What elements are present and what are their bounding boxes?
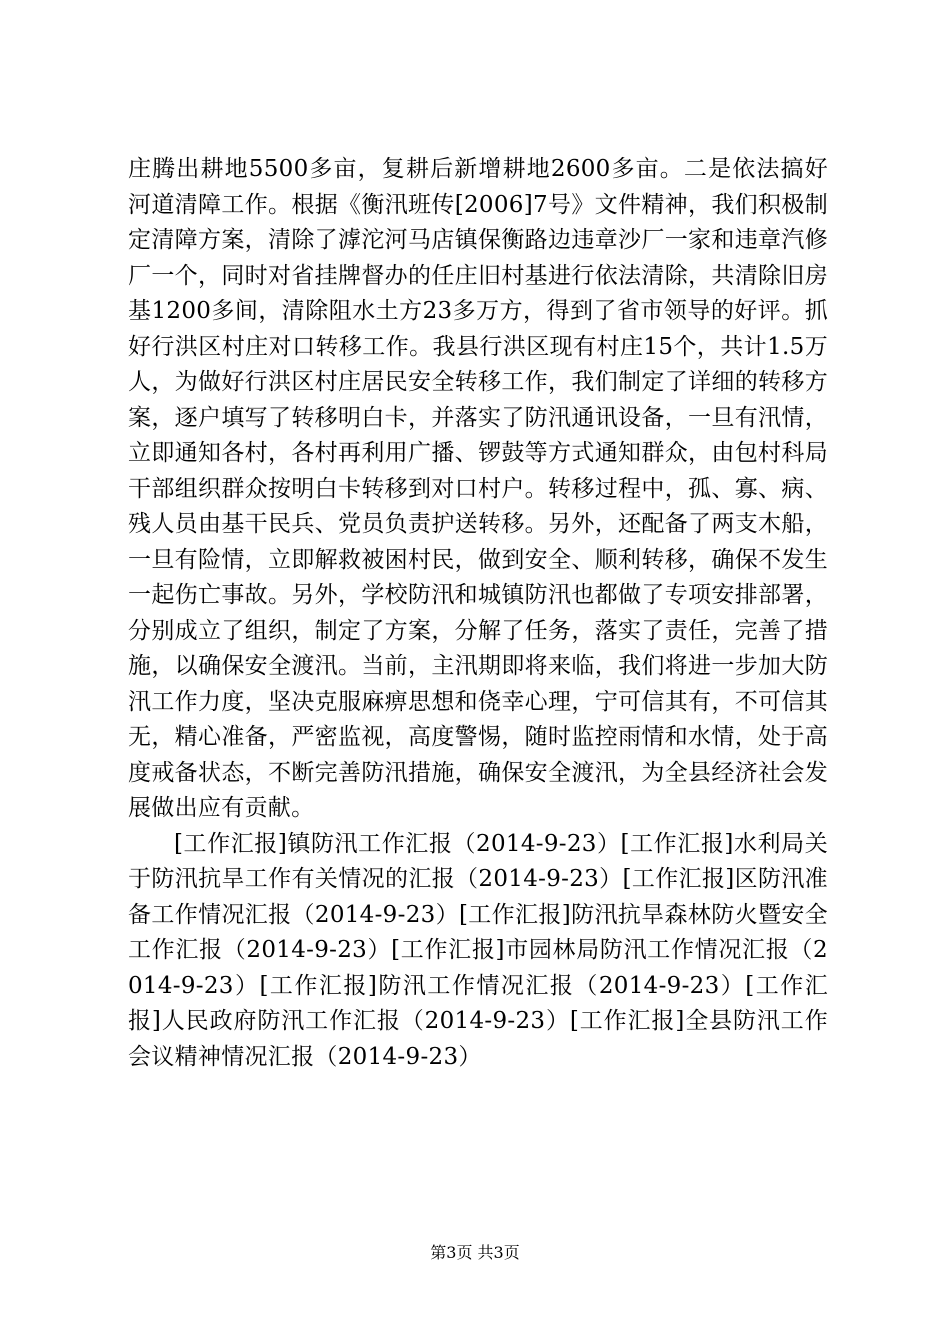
document-body — [128, 152, 828, 1075]
related-reports-paragraph: [工作汇报]镇防汛工作汇报（2014-9-23）[工作汇报]水利局关于防汛抗旱工作有关情况的汇报（2014-9-23）[工作汇报]区防汛准备工作情况汇报（2014-9-23）[工作汇报]防汛抗旱森林防火暨安全工作汇报（2014-9-23）[工作汇报]市园林局防汛工作情况汇报（2014-9-23）[工作汇报]防汛工作情况汇报（2014-9-23）[工作汇报]人民政府防汛工作汇报（2014-9-23）[工作汇报]全县防汛工作会议精神情况汇报（2014-9-23） — [128, 830, 828, 1070]
page-number-footer: 第3页 共3页 — [430, 1243, 520, 1262]
body-paragraph-continuation: 庄腾出耕地5500多亩，复耕后新增耕地2600多亩。二是依法搞好河道清障工作。根据《衡汛班传[2006]7号》文件精神，我们积极制定清障方案，清除了滹沱河马店镇保衡路边违章沙厂一家和违章汽修厂一个，同时对省挂牌督办的任庄旧村基进行依法清除，共清除旧房基1200多间，清除阻水土方23多万方，得到了省市领导的好评。抓好行洪区村庄对口转移工作。我县行洪区现有村庄15个，共计1.5万人，为做好行洪区村庄居民安全转移工作，我们制定了详细的转移方案，逐户填写了转移明白卡，并落实了防汛通讯设备，一旦有汛情，立即通知各村，各村再利用广播、锣鼓等方式通知群众，由包村科局干部组织群众按明白卡转移到对口村户。转移过程中，孤、寡、病、残人员由基干民兵、党员负责护送转移。另外，还配备了两支木船，一旦有险情，立即解救被困村民，做到安全、顺利转移，确保不发生一起伤亡事故。另外，学校防汛和城镇防汛也都做了专项安排部署，分别成立了组织，制定了方案，分解了任务，落实了责任，完善了措施，以确保安全渡汛。当前，主汛期即将来临，我们将进一步加大防汛工作力度，坚决克服麻痹思想和侥幸心理，宁可信其有，不可信其无，精心准备，严密监视，高度警惕，随时监控雨情和水情，处于高度戒备状态，不断完善防汛措施，确保安全渡汛，为全县经济社会发展做出应有贡献。 — [128, 156, 828, 821]
